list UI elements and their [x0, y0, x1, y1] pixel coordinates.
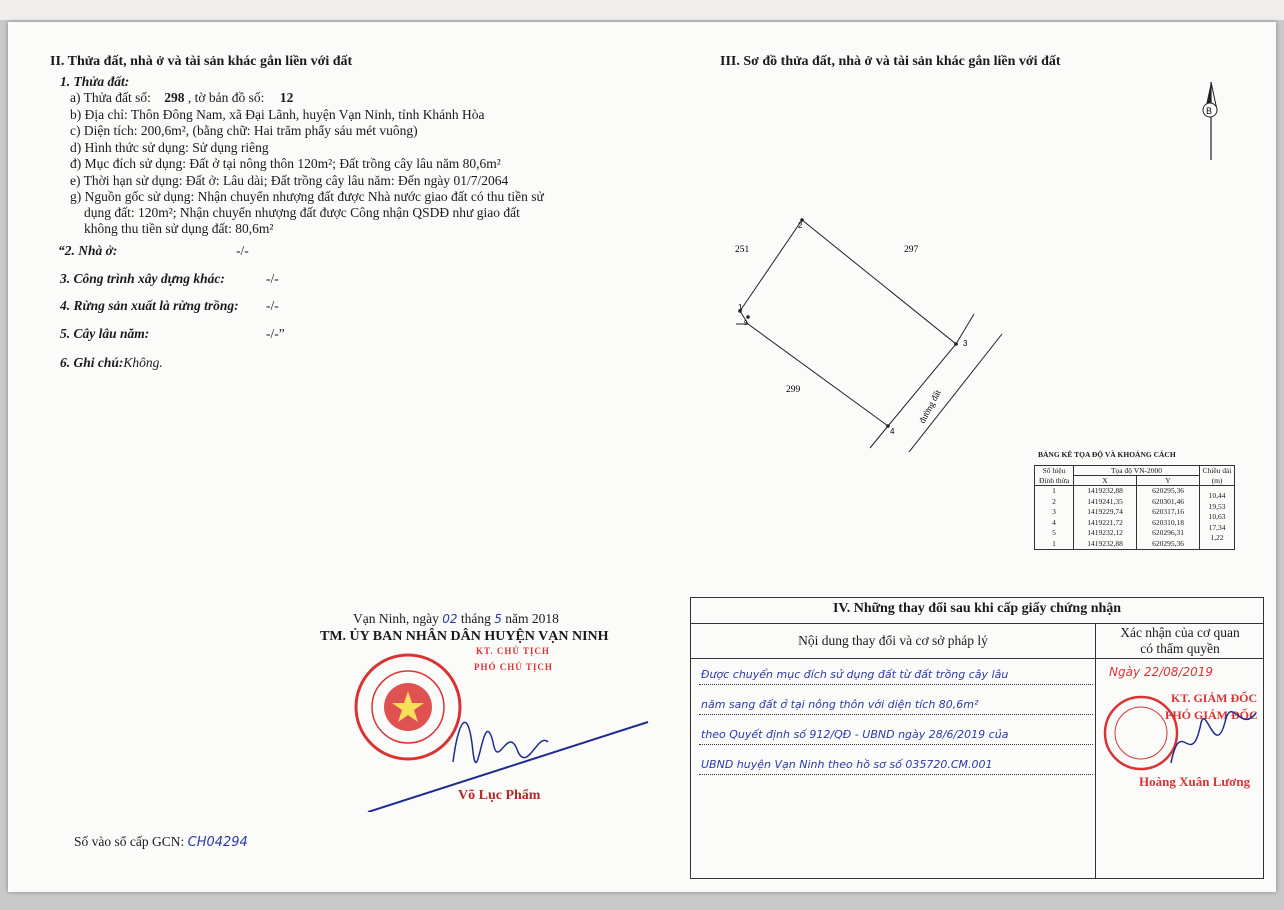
cell-y: 620310,18 [1137, 518, 1200, 529]
parcel-diagram [708, 52, 1268, 452]
neighbor-251: 251 [735, 245, 750, 255]
length-value: 1,22 [1210, 533, 1224, 542]
neighbor-299: 299 [786, 385, 801, 395]
map-sheet-label: , tờ bản đồ số: [187, 90, 265, 105]
neighbor-297: 297 [904, 245, 919, 255]
parcel-heading: 1. Thửa đất: [60, 74, 130, 89]
forest-value: -/- [266, 298, 279, 313]
length-value: 10,44 [1208, 491, 1226, 500]
term-line: e) Thời hạn sử dụng: Đất ở: Lâu dài; Đất trồng cây lâu năm: Đến ngày 01/7/2064 [70, 173, 509, 188]
table-row [1035, 539, 1235, 550]
note-label: 6. Ghi chú: [60, 355, 124, 370]
cell-point: 1 [1035, 486, 1074, 497]
purpose-line: đ) Mục đích sử dụng: Đất ở tại nông thôn 120m²; Đất trồng cây lâu năm 80,6m² [70, 156, 501, 171]
house-label: “2. Nhà ở: [58, 243, 118, 258]
vertex-label: 1 [738, 303, 743, 312]
th-y: Y [1137, 476, 1200, 486]
note-value: Không. [123, 355, 163, 370]
coord-table-title: BẢNG KÊ TỌA ĐỘ VÀ KHOẢNG CÁCH [1038, 450, 1176, 459]
section4-title: IV. Những thay đổi sau khi cấp giấy chứng nhận [832, 601, 1122, 616]
parcel-no-label: a) Thửa đất số: [70, 90, 151, 105]
parcel-boundary [740, 220, 956, 426]
th-coord: Tọa độ VN-2000 [1074, 466, 1200, 476]
col-confirm-header-1: Xác nhận của cơ quan [1120, 625, 1240, 640]
authority: TM. ỦY BAN NHÂN DÂN HUYỆN VẠN NINH [320, 629, 609, 644]
cell-x: 1419241,35 [1074, 497, 1137, 508]
role-2: PHÓ CHỦ TỊCH [474, 662, 553, 672]
cell-point: 5 [1035, 528, 1074, 539]
confirm-role-1: KT. GIÁM ĐỐC [1171, 691, 1258, 705]
cell-y: 620317,16 [1137, 507, 1200, 518]
vertex-marker [746, 315, 750, 319]
certificate-page [8, 22, 1276, 892]
cell-x: 1419232,12 [1074, 528, 1137, 539]
origin-line-3: không thu tiền sử dụng đất: 80,6m² [84, 221, 274, 236]
cell-point: 1 [1035, 539, 1074, 550]
road-label: đường đất [916, 388, 943, 425]
vertex-label: 2 [798, 221, 803, 230]
table-row [1035, 518, 1235, 529]
forest-label: 4. Rừng sản xuất là rừng trồng: [60, 298, 239, 313]
table-row [1035, 507, 1235, 518]
cell-x: 1419232,88 [1074, 539, 1137, 550]
confirm-date: Ngày 22/08/2019 [1109, 665, 1214, 679]
perennial-value: -/-” [266, 326, 285, 341]
address-line: b) Địa chỉ: Thôn Đông Nam, xã Đại Lãnh, huyện Vạn Ninh, tỉnh Khánh Hòa [70, 107, 485, 122]
cell-length [1200, 486, 1235, 500]
th-length-unit: (m) [1200, 476, 1235, 486]
length-value: 19,53 [1208, 501, 1226, 511]
cell-length [1200, 528, 1235, 542]
col-confirm-header-2: có thẩm quyền [1140, 641, 1220, 656]
parcel-number-line [70, 90, 293, 106]
perennial-label: 5. Cây lâu năm: [60, 326, 150, 341]
role-1: KT. CHỦ TỊCH [476, 646, 550, 656]
date-month: 5 [494, 612, 502, 626]
th-point: Số hiệu [1035, 466, 1074, 476]
cell-length [1200, 497, 1235, 511]
table-row [1035, 528, 1235, 539]
registry-line [74, 834, 248, 850]
vertex-label: 4 [890, 427, 895, 436]
table-row [1035, 486, 1235, 497]
parcel-no: 298 [164, 90, 185, 105]
cell-x: 1419232,88 [1074, 486, 1137, 497]
cell-x: 1419221,72 [1074, 518, 1137, 529]
map-sheet: 12 [279, 90, 294, 105]
table-row [1035, 497, 1235, 508]
cell-y: 620295,36 [1137, 486, 1200, 497]
cell-y: 620296,31 [1137, 528, 1200, 539]
change-line-4: UBND huyện Vạn Ninh theo hồ sơ số 035720.CM.001 [701, 758, 993, 771]
vertex-label: 5 [744, 321, 748, 327]
house-value: -/- [236, 243, 249, 258]
construction-label: 3. Công trình xây dựng khác: [60, 271, 225, 286]
coord-table-wrap [1034, 465, 1235, 550]
cell-x: 1419229,74 [1074, 507, 1137, 518]
length-value: 10,63 [1208, 512, 1226, 521]
north-label: B [1206, 106, 1213, 116]
place-date-prefix: Vạn Ninh, ngày [353, 611, 439, 626]
date-day: 02 [442, 612, 458, 626]
construction-value: -/- [266, 271, 279, 286]
signature-right-mark [1161, 693, 1261, 783]
cell-point: 2 [1035, 497, 1074, 508]
registry-label: Số vào sổ cấp GCN: [74, 834, 185, 849]
usage-form-line: d) Hình thức sử dụng: Sử dụng riêng [70, 140, 269, 155]
section3-title: III. Sơ đồ thửa đất, nhà ở và tài sản khác gắn liền với đất [720, 54, 1061, 69]
place-date-line [353, 611, 559, 627]
signer-left: Võ Lục Phẩm [458, 788, 541, 803]
cell-length [1200, 518, 1235, 532]
cell-point: 3 [1035, 507, 1074, 518]
origin-line-1: g) Nguồn gốc sử dụng: Nhận chuyển nhượng đất được Nhà nước giao đất có thu tiền sử [70, 189, 544, 204]
length-value: 17,34 [1208, 522, 1226, 532]
confirm-signer: Hoàng Xuân Lương [1139, 774, 1251, 789]
month-label: tháng [460, 611, 491, 626]
year-label: năm 2018 [505, 611, 559, 626]
note-line [60, 355, 163, 371]
col-content-header: Nội dung thay đổi và cơ sở pháp lý [798, 633, 988, 648]
top-strip [0, 0, 1284, 20]
cell-y: 620295,36 [1137, 539, 1200, 550]
registry-value: CH04294 [187, 835, 248, 850]
changes-box [690, 597, 1264, 879]
confirm-role-2: PHÓ GIÁM ĐỐC [1165, 708, 1258, 722]
th-x: X [1074, 476, 1137, 486]
vertex-marker [954, 342, 958, 346]
cell-length [1200, 539, 1235, 550]
vertex-label: 3 [963, 339, 968, 348]
change-line-3: theo Quyết định số 912/QĐ - UBND ngày 28/6/2019 của [701, 728, 1009, 741]
north-arrow-icon [1203, 82, 1217, 160]
area-line: c) Diện tích: 200,6m², (bằng chữ: Hai trăm phẩy sáu mét vuông) [70, 123, 418, 138]
change-line-2: năm sang đất ở tại nông thôn với diện tích 80,6m² [701, 698, 979, 711]
neighbor-line [870, 426, 888, 448]
cell-y: 620301,46 [1137, 497, 1200, 508]
th-length: Chiều dài [1200, 466, 1235, 476]
cell-point: 4 [1035, 518, 1074, 529]
change-line-1: Được chuyển mục đích sử dụng đất từ đất trồng cây lâu [701, 668, 1009, 681]
origin-line-2: dụng đất: 120m²; Nhận chuyển nhượng đất được Công nhận QSDĐ như giao đất [84, 205, 520, 220]
th-point-2: Đỉnh thửa [1035, 476, 1074, 486]
section2-title: II. Thửa đất, nhà ở và tài sản khác gắn liền với đất [50, 54, 353, 69]
cell-length [1200, 507, 1235, 521]
coord-table [1034, 465, 1235, 550]
